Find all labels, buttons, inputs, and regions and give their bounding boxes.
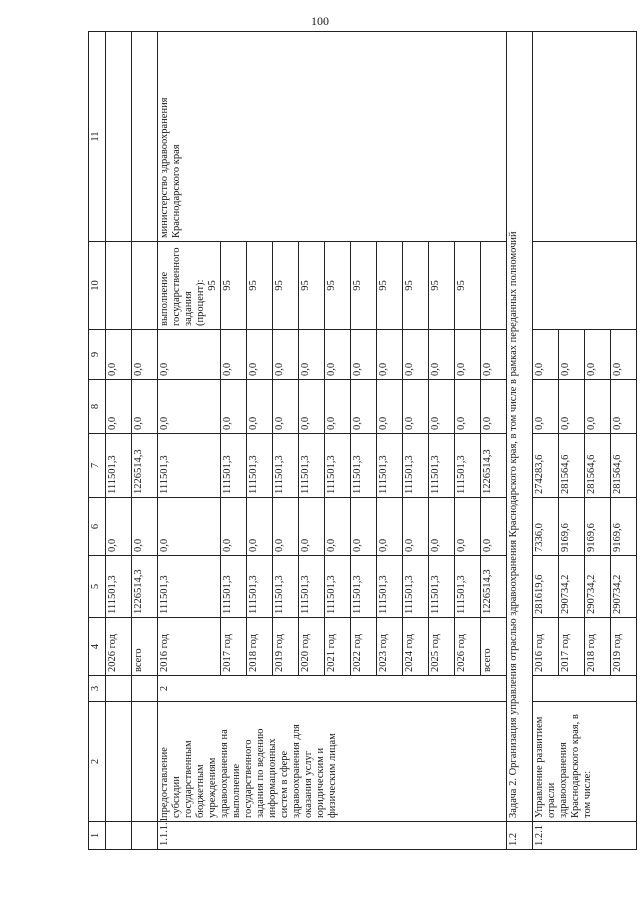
task-title: Задача 2. Организация управления отраслью здравоохранения Краснодарского края, в том числе в рамках переданных полномочий: [507, 32, 533, 822]
item-name: Управление развитием отрасли здравоохранения Краснодарского края, в том числе:: [533, 702, 637, 822]
table-cell: 111501,3: [325, 434, 351, 498]
table-cell: 0,0: [377, 380, 403, 434]
table-cell: [132, 702, 158, 822]
table-row: [158, 32, 221, 850]
table-cell: 2025 год: [429, 618, 455, 676]
table-cell: 0,0: [132, 330, 158, 380]
table-cell: 0,0: [273, 330, 299, 380]
header-cell: 4: [89, 618, 106, 676]
table-cell: 111501,3: [221, 434, 247, 498]
table-cell: 0,0: [247, 498, 273, 556]
table-cell: 0,0: [158, 380, 221, 434]
table-cell: 1226514,3: [481, 434, 507, 498]
table-cell: 0,0: [559, 380, 585, 434]
indicator-cell: [158, 242, 221, 330]
table-row: [507, 32, 533, 850]
table-cell: 0,0: [221, 498, 247, 556]
table-cell: 0,0: [351, 498, 377, 556]
table-cell: [132, 32, 158, 242]
program-table: [88, 31, 637, 850]
table-cell: 9169,6: [559, 498, 585, 556]
indicator-value-cell: 95: [455, 242, 481, 330]
table-cell: 2017 год: [559, 618, 585, 676]
table-cell: 0,0: [325, 498, 351, 556]
table-cell: [106, 32, 132, 242]
table-cell: 290734,2: [559, 556, 585, 618]
table-cell: [106, 242, 132, 330]
table-cell: 2026 год: [455, 618, 481, 676]
table-cell: 111501,3: [273, 556, 299, 618]
table-cell: 0,0: [325, 330, 351, 380]
table-cell: 0,0: [351, 330, 377, 380]
page-number: 100: [311, 14, 329, 28]
indicator-label: выполнение государственного задания (процент):: [159, 247, 206, 326]
table-cell: 1226514,3: [132, 434, 158, 498]
indicator-value-cell: 95: [377, 242, 403, 330]
table-cell: 1226514,3: [481, 556, 507, 618]
table-cell: 111501,3: [247, 434, 273, 498]
table-cell: 0,0: [455, 498, 481, 556]
table-cell: 0,0: [158, 498, 221, 556]
table-cell: 111501,3: [158, 556, 221, 618]
table-cell: 111501,3: [106, 556, 132, 618]
executor-cell: [533, 32, 637, 242]
table-cell: 2019 год: [273, 618, 299, 676]
table-cell: 111501,3: [429, 434, 455, 498]
table-cell: 0,0: [377, 498, 403, 556]
table-cell: 0,0: [132, 380, 158, 434]
table-cell: 274283,6: [533, 434, 559, 498]
table-row: [533, 32, 559, 850]
indicator-value-cell: 95: [247, 242, 273, 330]
indicator-value-cell: 95: [221, 242, 247, 330]
table-cell: 2018 год: [247, 618, 273, 676]
table-cell: 111501,3: [158, 434, 221, 498]
table-body: [89, 32, 637, 850]
header-cell: 8: [89, 380, 106, 434]
item-number: 1.2.1: [533, 822, 637, 850]
table-cell: 1226514,3: [132, 556, 158, 618]
table-cell: 2023 год: [377, 618, 403, 676]
table-cell: 0,0: [247, 380, 273, 434]
table-cell: 111501,3: [429, 556, 455, 618]
header-cell: 6: [89, 498, 106, 556]
indicator-value-cell: 95: [325, 242, 351, 330]
table-cell: 111501,3: [351, 556, 377, 618]
table-cell: 0,0: [429, 498, 455, 556]
header-cell: 7: [89, 434, 106, 498]
table-cell: всего: [481, 618, 507, 676]
table-cell: 2020 год: [299, 618, 325, 676]
item-status: [533, 676, 637, 702]
header-cell: 9: [89, 330, 106, 380]
header-row: [89, 32, 106, 850]
table-cell: 111501,3: [299, 434, 325, 498]
table-cell: всего: [132, 618, 158, 676]
table-cell: 9169,6: [611, 498, 637, 556]
table-cell: 0,0: [221, 380, 247, 434]
table-cell: 0,0: [403, 330, 429, 380]
table-cell: 9169,6: [585, 498, 611, 556]
rotated-table-area: [88, 32, 623, 850]
table-cell: 0,0: [455, 330, 481, 380]
table-cell: 2024 год: [403, 618, 429, 676]
indicator-value-cell: 95: [351, 242, 377, 330]
executor-cell: министерство здравоохранения Краснодарского края: [158, 32, 507, 242]
table-cell: [106, 676, 132, 702]
table-cell: 0,0: [351, 380, 377, 434]
table-cell: 2017 год: [221, 618, 247, 676]
table-cell: 0,0: [106, 498, 132, 556]
table-cell: [132, 242, 158, 330]
table-cell: 0,0: [611, 330, 637, 380]
table-cell: [106, 702, 132, 822]
table-cell: 111501,3: [455, 556, 481, 618]
table-cell: 111501,3: [325, 556, 351, 618]
table-cell: 2021 год: [325, 618, 351, 676]
table-cell: 111501,3: [403, 556, 429, 618]
table-cell: 0,0: [221, 330, 247, 380]
table-cell: 111501,3: [403, 434, 429, 498]
table-cell: [106, 822, 132, 850]
table-cell: 0,0: [429, 330, 455, 380]
table-cell: 290734,2: [611, 556, 637, 618]
indicator-value-cell: 95: [299, 242, 325, 330]
table-cell: 111501,3: [221, 556, 247, 618]
table-cell: 0,0: [611, 380, 637, 434]
table-cell: 0,0: [481, 498, 507, 556]
header-cell: 11: [89, 32, 106, 242]
table-cell: 0,0: [481, 380, 507, 434]
table-cell: 2016 год: [158, 618, 221, 676]
table-cell: 0,0: [403, 380, 429, 434]
header-cell: 3: [89, 676, 106, 702]
table-row: [106, 32, 132, 850]
table-cell: [132, 822, 158, 850]
table-cell: 2016 год: [533, 618, 559, 676]
table-cell: 111501,3: [247, 556, 273, 618]
table-cell: 111501,3: [351, 434, 377, 498]
table-cell: 0,0: [481, 330, 507, 380]
table-cell: 111501,3: [106, 434, 132, 498]
item-name: предоставление субсидии государственным бюджетным учреждениям здравоохранения на выполнение государственного задания по ведению информационных систем в сфере здравоохранения для оказания услуг юридическим и физическим лицам: [158, 702, 507, 822]
table-cell: 0,0: [585, 330, 611, 380]
table-cell: 111501,3: [455, 434, 481, 498]
table-cell: 2022 год: [351, 618, 377, 676]
table-cell: 0,0: [559, 330, 585, 380]
header-cell: 10: [89, 242, 106, 330]
table-cell: 0,0: [429, 380, 455, 434]
table-cell: 0,0: [533, 330, 559, 380]
task-number: 1.2: [507, 822, 533, 850]
table-cell: 2026 год: [106, 618, 132, 676]
table-cell: 0,0: [455, 380, 481, 434]
table-cell: [132, 676, 158, 702]
table-cell: 0,0: [247, 330, 273, 380]
table-cell: 281564,6: [611, 434, 637, 498]
table-cell: 111501,3: [299, 556, 325, 618]
item-number: 1.1.1.1: [158, 822, 507, 850]
table-cell: 111501,3: [273, 434, 299, 498]
table-cell: 0,0: [533, 380, 559, 434]
table-cell: 7336,0: [533, 498, 559, 556]
table-cell: 0,0: [299, 330, 325, 380]
table-cell: 0,0: [299, 380, 325, 434]
item-status: 2: [158, 676, 507, 702]
rotated-page: [88, 32, 623, 850]
table-cell: 2018 год: [585, 618, 611, 676]
indicator-value-cell: 95: [403, 242, 429, 330]
table-cell: 0,0: [585, 380, 611, 434]
table-row: [132, 32, 158, 850]
indicator-cell: [533, 242, 637, 330]
table-cell: 111501,3: [377, 556, 403, 618]
indicator-value-cell: [481, 242, 507, 330]
table-cell: 0,0: [273, 498, 299, 556]
table-cell: 111501,3: [377, 434, 403, 498]
table-cell: 281564,6: [559, 434, 585, 498]
indicator-value: 95: [207, 280, 218, 291]
table-cell: 0,0: [106, 330, 132, 380]
table-cell: 0,0: [377, 330, 403, 380]
indicator-value-cell: 95: [429, 242, 455, 330]
table-cell: 2019 год: [611, 618, 637, 676]
table-cell: 0,0: [403, 498, 429, 556]
header-cell: 2: [89, 702, 106, 822]
table-cell: 290734,2: [585, 556, 611, 618]
header-cell: 5: [89, 556, 106, 618]
table-cell: 0,0: [132, 498, 158, 556]
table-cell: 0,0: [299, 498, 325, 556]
table-cell: 0,0: [273, 380, 299, 434]
table-cell: 281619,6: [533, 556, 559, 618]
indicator-value-cell: 95: [273, 242, 299, 330]
table-cell: 0,0: [325, 380, 351, 434]
table-cell: 281564,6: [585, 434, 611, 498]
table-cell: 0,0: [106, 380, 132, 434]
table-cell: 0,0: [158, 330, 221, 380]
header-cell: 1: [89, 822, 106, 850]
